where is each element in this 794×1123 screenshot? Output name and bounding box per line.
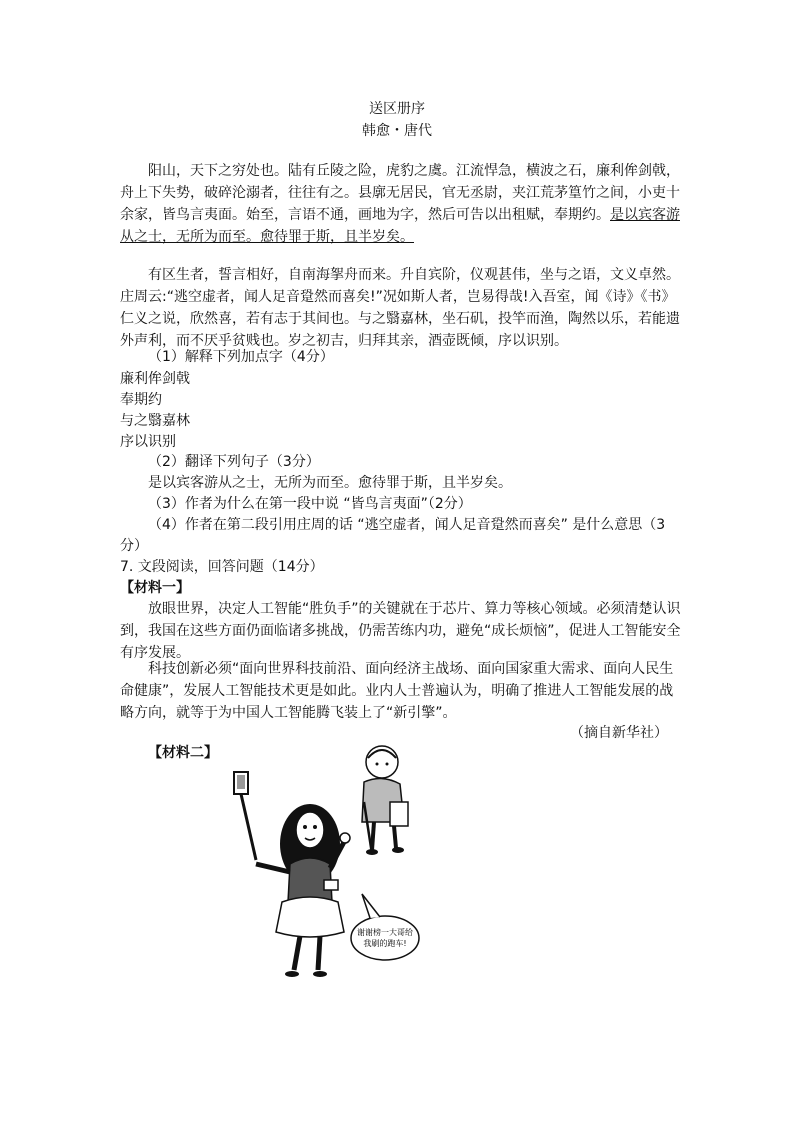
material-1-label: 【材料一】 <box>120 580 190 596</box>
passage2-line-1: 有区生者，誓言相好，自南海挐舟而来。升自宾阶，仪观甚伟，坐与之语，文义卓然。 <box>148 267 680 283</box>
cartoon-illustration <box>232 742 432 982</box>
question-2-sentence: 是以宾客游从之士，无所为而至。愈待罪于斯，且半岁矣。 <box>148 475 512 491</box>
passage1-line-3-text: 余家，皆鸟言夷面。始至，言语不通，画地为字，然后可告以出租赋，奉期约。 <box>120 207 610 223</box>
material-1-paragraph-1 <box>120 598 680 664</box>
material1b-line-1: 科技创新必须“面向世界科技前沿、面向经济主战场、面向国家重大需求、面向人民生 <box>148 661 674 677</box>
bubble-text-line-1: 谢谢榜一大哥给 <box>357 928 413 937</box>
woman-figure <box>256 804 350 977</box>
question-4-line-1: （4）作者在第二段引用庄周的话 “逃空虚者，闻人足音跫然而喜矣” 是什么意思（3 <box>148 517 666 533</box>
underlined-sentence-part-2: 从之士，无所为而至。愈待罪于斯，且半岁矣。 <box>120 229 414 245</box>
passage2-line-4: 外声利，而不厌乎贫贱也。岁之初吉，归拜其亲，酒壶既倾，序以识别。 <box>120 333 568 349</box>
passage-author: 韩愈・唐代 <box>362 123 432 139</box>
underlined-sentence-part-1: 是以宾客游 <box>610 207 680 223</box>
passage1-line-2: 舟上下失势，破碎沦溺者，往往有之。县廓无居民，官无丞尉，夹江荒茅篁竹之间，小吏十 <box>120 185 680 201</box>
passage1-line-3 <box>120 204 680 226</box>
q1-item-1: 廉利侔剑戟 <box>120 371 190 387</box>
passage2-line-3: 仁义之说，欣然喜，若有志于其间也。与之翳嘉林，坐石矶，投竿而渔，陶然以乐，若能遗 <box>120 311 680 327</box>
material-1-paragraph-2 <box>120 658 680 724</box>
q1-item-2: 奉期约 <box>120 392 162 408</box>
question-2: （2）翻译下列句子（3分） <box>148 454 320 470</box>
question-4-line-2: 分） <box>120 538 148 554</box>
q1-item-4: 序以识别 <box>120 434 176 450</box>
material1-line-3: 有序发展。 <box>120 645 190 661</box>
material1-line-2: 到，我国在这些方面仍面临诸多挑战，仍需苦练内功，避免“成长烦恼”，促进人工智能安全 <box>120 623 681 639</box>
elderly-person-figure <box>362 746 408 855</box>
passage-paragraph-2 <box>120 264 680 352</box>
material-2-label: 【材料二】 <box>148 745 218 761</box>
passage-paragraph-1 <box>120 160 680 248</box>
q1-item-3: 与之翳嘉林 <box>120 413 190 429</box>
question-3: （3）作者为什么在第一段中说 “皆鸟言夷面”（2分） <box>148 496 472 512</box>
speech-bubble <box>351 894 419 960</box>
material1-line-1: 放眼世界，决定人工智能“胜负手”的关键就在于芯片、算力等核心领域。必须清楚认识 <box>148 601 681 617</box>
passage2-line-2: 庄周云:“逃空虚者，闻人足音跫然而喜矣!”况如斯人者，岂易得哉!入吾室，闻《诗》《书》 <box>120 289 676 305</box>
source-note: （摘自新华社） <box>570 725 668 741</box>
question-1: （1）解释下列加点字（4分） <box>148 349 334 365</box>
passage-title: 送区册序 <box>369 101 425 117</box>
question-7: 7. 文段阅读，回答问题（14分） <box>120 559 324 575</box>
bubble-text-line-2: 我刷的跑车! <box>363 939 407 948</box>
passage1-line-1: 阳山，天下之穷处也。陆有丘陵之险，虎豹之虞。江流悍急，横波之石，廉利侔剑戟， <box>148 163 680 179</box>
material1b-line-3: 略方向，就等于为中国人工智能腾飞装上了“新引擎”。 <box>120 705 457 721</box>
material1b-line-2: 命健康”，发展人工智能技术更是如此。业内人士普遍认为，明确了推进人工智能发展的战 <box>120 683 674 699</box>
selfie-stick <box>241 794 256 860</box>
